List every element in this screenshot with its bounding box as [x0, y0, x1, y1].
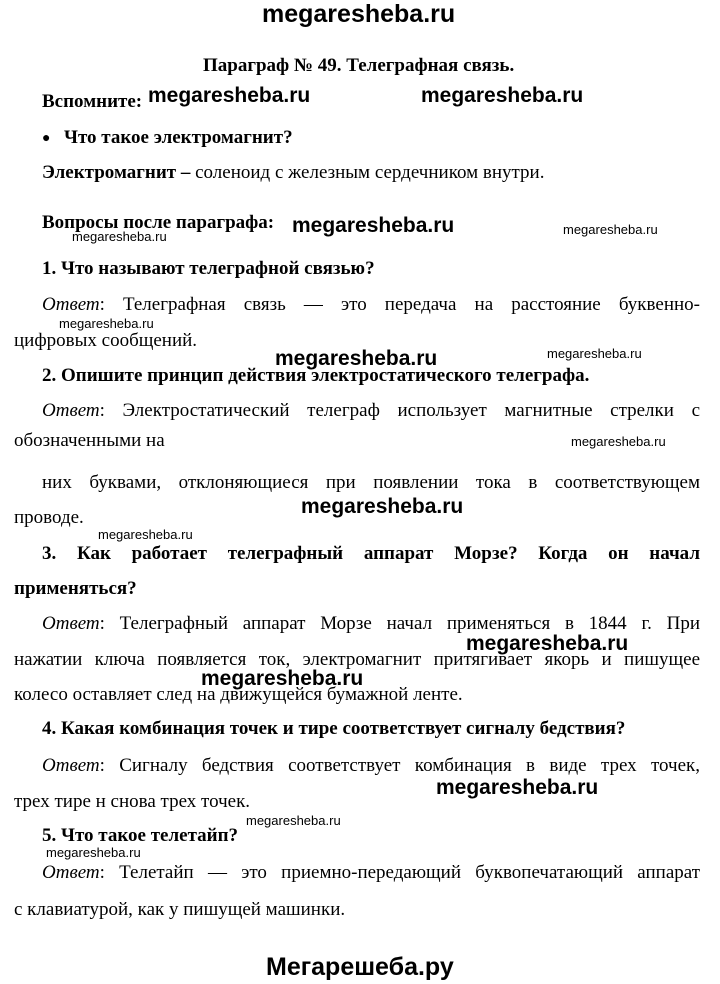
watermark: megaresheba.ru — [148, 84, 311, 107]
watermark: megaresheba.ru — [563, 222, 658, 237]
answer-label: Ответ — [42, 400, 100, 421]
question-2: 2. Опишите принцип действия электростатического телеграфа. — [42, 365, 590, 386]
answer-label: Ответ — [42, 294, 100, 315]
answer-label: Ответ — [42, 613, 100, 634]
question-3-line-1: 3. Как работает телеграфный аппарат Морзе? Когда он начал — [42, 543, 700, 564]
header-watermark: megaresheba.ru — [262, 0, 456, 28]
question-1: 1. Что называют телеграфной связью? — [42, 258, 375, 279]
watermark: megaresheba.ru — [275, 347, 438, 370]
question-5: 5. Что такое телетайп? — [42, 825, 239, 846]
answer-5-line-2: с клавиатурой, как у пишущей машинки. — [14, 899, 346, 920]
definition-text: соленоид с железным сердечником внутри. — [195, 162, 545, 183]
watermark: megaresheba.ru — [201, 667, 364, 690]
watermark: megaresheba.ru — [98, 527, 193, 542]
questions-heading: Вопросы после параграфа: — [42, 212, 275, 233]
answer-3-line-2: нажатии ключа появляется ток, электромагнит притягивает якорь и пишущее — [14, 649, 700, 670]
answer-2-line-3: них буквами, отклоняющиеся при появлении тока в соответствующем — [42, 472, 700, 493]
answer-text: Телетайп — это приемно-передающий буквопечатающий аппарат — [119, 862, 700, 883]
watermark: megaresheba.ru — [436, 776, 599, 799]
footer-watermark: Мегарешеба.ру — [266, 953, 454, 981]
answer-label: Ответ — [42, 862, 100, 883]
answer-text: Электростатический телеграф использует магнитные стрелки с — [122, 400, 701, 421]
watermark: megaresheba.ru — [301, 495, 464, 518]
watermark: megaresheba.ru — [571, 434, 666, 449]
question-3-line-2: применяться? — [14, 578, 137, 599]
answer-5-line-1: Ответ: Телетайп — это приемно-передающий буквопечатающий аппарат — [42, 862, 700, 883]
watermark: megaresheba.ru — [59, 316, 154, 331]
watermark: megaresheba.ru — [246, 813, 341, 828]
watermark: megaresheba.ru — [547, 346, 642, 361]
answer-text: Телеграфный аппарат Морзе начал применяться в 1844 г. При — [119, 613, 700, 634]
answer-1-line-2: цифровых сообщений. — [14, 330, 198, 351]
definition — [42, 162, 544, 184]
answer-text: Телеграфная связь — это передача на расстояние буквенно- — [122, 294, 700, 315]
remember-label: Вспомните: — [42, 91, 143, 112]
answer-4-line-2: трех тире н снова трех точек. — [14, 791, 251, 812]
answer-1-line-1: Ответ: Телеграфная связь — это передача на расстояние буквенно- — [42, 294, 700, 315]
bullet-icon: ● — [42, 131, 51, 146]
watermark: megaresheba.ru — [292, 214, 455, 237]
page-title: Параграф № 49. Телеграфная связь. — [203, 55, 515, 76]
definition-term: Электромагнит – — [42, 162, 191, 183]
watermark: megaresheba.ru — [466, 632, 629, 655]
answer-3-line-3: колесо оставляет след на движущейся бумажной ленте. — [14, 684, 463, 705]
answer-2-line-1: Ответ: Электростатический телеграф использует магнитные стрелки с — [42, 400, 701, 421]
answer-3-line-1: Ответ: Телеграфный аппарат Морзе начал применяться в 1844 г. При — [42, 613, 700, 634]
answer-text: Сигналу бедствия соответствует комбинация в виде трех точек, — [119, 755, 700, 776]
answer-2-line-2: обозначенными на — [14, 430, 165, 451]
question-4: 4. Какая комбинация точек и тире соответствует сигналу бедствия? — [42, 718, 626, 739]
answer-2-line-4: проводе. — [14, 507, 84, 528]
bullet-question: Что такое электромагнит? — [64, 127, 293, 148]
answer-label: Ответ — [42, 755, 100, 776]
answer-4-line-1: Ответ: Сигналу бедствия соответствует комбинация в виде трех точек, — [42, 755, 700, 776]
watermark: megaresheba.ru — [421, 84, 584, 107]
watermark: megaresheba.ru — [46, 845, 141, 860]
watermark: megaresheba.ru — [72, 229, 167, 244]
